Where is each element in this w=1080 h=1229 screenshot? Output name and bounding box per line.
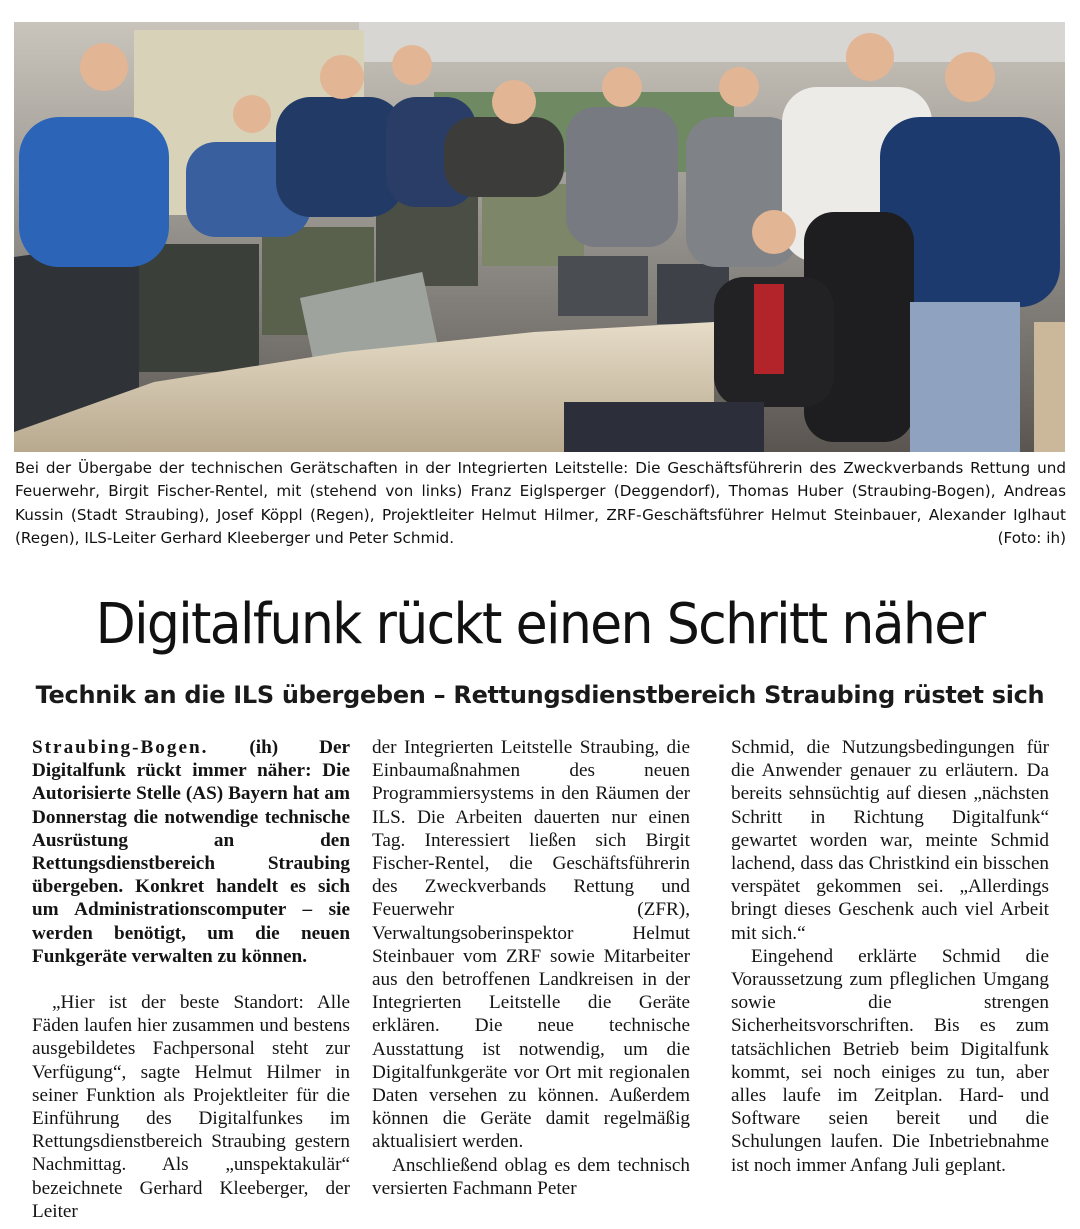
paragraph: der Integrierten Leitstelle Straubing, die Einbaumaßnahmen des neuen Programmiersystems in den Räumen der ILS. Die Arbeiten dauerten nur einen Tag. Interessiert ließen sich Birgit Fischer-Rentel, die Geschäftsführerin des Zweckverbands Rettung und Feuerwehr (ZFR), Verwaltungsoberinspektor Helmut Steinbauer vom ZRF sowie Mitarbeiter aus den betroffenen Landkreisen in der Integrierten Leitstelle die Geräte erklären. Die neue technische Ausstattung ist notwendig, um die Digitalfunkgeräte vor Ort mit regionalen Daten versehen zu können. Außerdem können die Geräte damit regelmäßig aktualisiert werden.: [372, 737, 690, 1153]
dateline: Straubing-Bogen.: [32, 737, 209, 758]
group-photo-icon: [14, 22, 1065, 452]
subheadline: Technik an die ILS übergeben – Rettungsdienstbereich Straubing rüstet sich: [35, 681, 1045, 709]
article-photo: [14, 22, 1065, 452]
photo-caption: [15, 457, 1066, 550]
lead-paragraph: [32, 736, 350, 968]
paragraph: Schmid, die Nutzungsbedingungen für die Anwender genauer zu erläutern. Da bereits sehnsüchtig auf diesen „nächsten Schritt in Richtung Digitalfunk“ gewartet worden war, meinte Schmid lachend, dass das Christkind ein bisschen verspätet gekommen sei. „Allerdings bringt dieses Geschenk auch viel Arbeit mit sich.“: [731, 737, 1049, 944]
paragraph: Anschließend oblag es dem technisch versierten Fachmann Peter: [372, 1154, 690, 1199]
paragraph: Eingehend erklärte Schmid die Voraussetzung zum pfleglichen Umgang sowie die strengen Sicherheitsvorschriften. Bis es zum tatsächlichen Betrieb beim Digitalfunk kommt, sei noch einiges zu tun, aber alles laufe im Zeitplan. Hard- und Software seien bereit und die Schulungen laufen. Die Inbetriebnahme ist noch immer Anfang Juli geplant.: [731, 945, 1049, 1176]
headline: Digitalfunk rückt einen Schritt näher: [95, 592, 985, 657]
paragraph: „Hier ist der beste Standort: Alle Fäden laufen hier zusammen und bestens ausgebildetes Fachpersonal steht zur Verfügung“, sagte Helmut Hilmer in seiner Funktion als Projektleiter für die Einführung des Digitalfunkes im Rettungsdienstbereich Straubing gestern Nachmittag. Als „unspektakulär“ bezeichnete Gerhard Kleeberger, der Leiter: [32, 992, 350, 1222]
photo-credit: (Foto: ih): [997, 528, 1066, 547]
article-column-2: [372, 736, 690, 1200]
caption-text: Bei der Übergabe der technischen Gerätschaften in der Integrierten Leitstelle: Die Geschäftsführerin des Zweckverbands Rettung und Feuerwehr, Birgit Fischer-Rentel, mit (stehend von links) Franz Eiglsperger (Deggendorf), Thomas Huber (Straubing-Bogen), Andreas Kussin (Stadt Straubing), Josef Köppl (Regen), Projektleiter Helmut Hilmer, ZRF-Geschäftsführer Helmut Steinbauer, Alexander Iglhaut (Regen), ILS-Leiter Gerhard Kleeberger und Peter Schmid.: [15, 459, 1066, 547]
article-column-1: [32, 736, 350, 1223]
lead-text: (ih) Der Digitalfunk rückt immer näher: Die Autorisierte Stelle (AS) Bayern hat am Donnerstag die notwendige technische Ausrüstung an den Rettungsdienstbereich Straubing übergeben. Konkret handelt es sich um Administrationscomputer – sie werden benötigt, um die neuen Funkgeräte verwalten zu können.: [32, 737, 351, 967]
article-column-3: [731, 736, 1049, 1177]
